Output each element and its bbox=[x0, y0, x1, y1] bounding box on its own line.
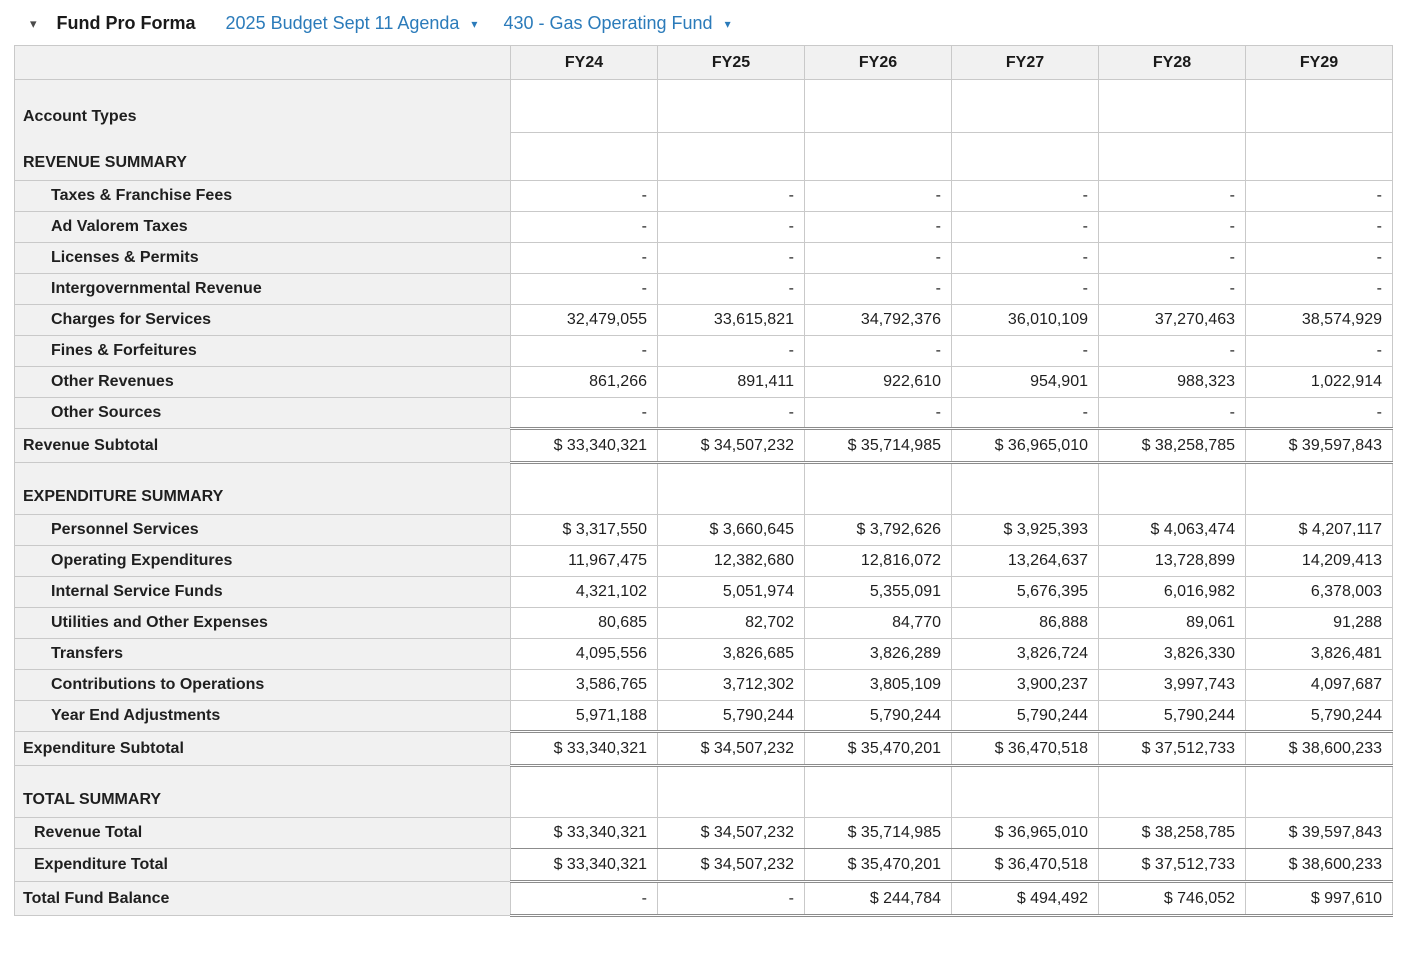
value-cell: $ 997,610 bbox=[1246, 882, 1393, 916]
value-cell bbox=[805, 80, 952, 133]
row-label: Charges for Services bbox=[15, 305, 511, 336]
value-cell: 3,805,109 bbox=[805, 670, 952, 701]
value-cell: $ 36,470,518 bbox=[952, 732, 1099, 766]
value-cell: 5,051,974 bbox=[658, 577, 805, 608]
value-cell: - bbox=[1246, 181, 1393, 212]
fund-dropdown[interactable] bbox=[503, 13, 730, 34]
column-header: FY24 bbox=[511, 46, 658, 80]
value-cell bbox=[1246, 766, 1393, 818]
table-row bbox=[15, 818, 1393, 849]
row-label: REVENUE SUMMARY bbox=[15, 133, 511, 181]
value-cell bbox=[658, 766, 805, 818]
table-row bbox=[15, 212, 1393, 243]
row-label: Expenditure Total bbox=[15, 849, 511, 882]
column-header: FY28 bbox=[1099, 46, 1246, 80]
value-cell: 89,061 bbox=[1099, 608, 1246, 639]
value-cell: - bbox=[1246, 212, 1393, 243]
value-cell: - bbox=[805, 398, 952, 429]
corner-cell bbox=[15, 46, 511, 80]
value-cell: - bbox=[511, 882, 658, 916]
value-cell: 14,209,413 bbox=[1246, 546, 1393, 577]
value-cell bbox=[952, 463, 1099, 515]
table-row bbox=[15, 336, 1393, 367]
value-cell: 6,378,003 bbox=[1246, 577, 1393, 608]
value-cell: 3,826,685 bbox=[658, 639, 805, 670]
value-cell: 922,610 bbox=[805, 367, 952, 398]
table-body bbox=[15, 80, 1393, 916]
value-cell: - bbox=[1099, 274, 1246, 305]
row-label: Transfers bbox=[15, 639, 511, 670]
chevron-down-icon: ▾ bbox=[471, 16, 478, 31]
row-label: Internal Service Funds bbox=[15, 577, 511, 608]
value-cell: 3,826,289 bbox=[805, 639, 952, 670]
value-cell: 36,010,109 bbox=[952, 305, 1099, 336]
value-cell: 13,264,637 bbox=[952, 546, 1099, 577]
table-row bbox=[15, 639, 1393, 670]
value-cell: - bbox=[1099, 336, 1246, 367]
value-cell: - bbox=[1099, 243, 1246, 274]
row-label: Revenue Total bbox=[15, 818, 511, 849]
value-cell: 13,728,899 bbox=[1099, 546, 1246, 577]
value-cell: - bbox=[1099, 398, 1246, 429]
table-row bbox=[15, 463, 1393, 515]
table-row bbox=[15, 274, 1393, 305]
value-cell: $ 34,507,232 bbox=[658, 818, 805, 849]
row-label: Fines & Forfeitures bbox=[15, 336, 511, 367]
row-label: Operating Expenditures bbox=[15, 546, 511, 577]
value-cell bbox=[511, 80, 658, 133]
value-cell: - bbox=[805, 336, 952, 367]
value-cell bbox=[805, 766, 952, 818]
value-cell: - bbox=[511, 336, 658, 367]
value-cell bbox=[1099, 133, 1246, 181]
value-cell bbox=[511, 133, 658, 181]
table-row bbox=[15, 670, 1393, 701]
value-cell bbox=[952, 766, 1099, 818]
value-cell bbox=[1246, 133, 1393, 181]
value-cell: 84,770 bbox=[805, 608, 952, 639]
value-cell: $ 4,063,474 bbox=[1099, 515, 1246, 546]
value-cell: - bbox=[511, 212, 658, 243]
page-title: Fund Pro Forma bbox=[56, 13, 196, 33]
row-label: Expenditure Subtotal bbox=[15, 732, 511, 766]
row-label: Other Revenues bbox=[15, 367, 511, 398]
value-cell: 5,790,244 bbox=[1246, 701, 1393, 732]
value-cell: $ 38,258,785 bbox=[1099, 818, 1246, 849]
table-row bbox=[15, 546, 1393, 577]
value-cell: - bbox=[952, 398, 1099, 429]
value-cell: 5,971,188 bbox=[511, 701, 658, 732]
value-cell bbox=[805, 463, 952, 515]
table-row bbox=[15, 608, 1393, 639]
table-row bbox=[15, 181, 1393, 212]
value-cell bbox=[952, 80, 1099, 133]
value-cell: 3,826,330 bbox=[1099, 639, 1246, 670]
row-label: Personnel Services bbox=[15, 515, 511, 546]
value-cell: 3,826,724 bbox=[952, 639, 1099, 670]
pro-forma-table bbox=[14, 45, 1393, 917]
table-row bbox=[15, 882, 1393, 916]
value-cell: - bbox=[511, 181, 658, 212]
value-cell: $ 33,340,321 bbox=[511, 429, 658, 463]
value-cell: - bbox=[1099, 181, 1246, 212]
value-cell: - bbox=[805, 243, 952, 274]
value-cell: 5,790,244 bbox=[1099, 701, 1246, 732]
value-cell: $ 37,512,733 bbox=[1099, 732, 1246, 766]
value-cell: - bbox=[805, 274, 952, 305]
row-label: Total Fund Balance bbox=[15, 882, 511, 916]
value-cell: - bbox=[1246, 274, 1393, 305]
value-cell bbox=[511, 463, 658, 515]
table-row bbox=[15, 398, 1393, 429]
value-cell: $ 494,492 bbox=[952, 882, 1099, 916]
value-cell: - bbox=[658, 882, 805, 916]
report-titlebar bbox=[0, 0, 1414, 45]
row-label: Other Sources bbox=[15, 398, 511, 429]
value-cell: $ 39,597,843 bbox=[1246, 818, 1393, 849]
value-cell: - bbox=[658, 212, 805, 243]
value-cell: $ 3,317,550 bbox=[511, 515, 658, 546]
value-cell: 91,288 bbox=[1246, 608, 1393, 639]
value-cell: - bbox=[511, 243, 658, 274]
value-cell: $ 3,660,645 bbox=[658, 515, 805, 546]
value-cell: $ 35,470,201 bbox=[805, 849, 952, 882]
value-cell: $ 3,792,626 bbox=[805, 515, 952, 546]
value-cell: 33,615,821 bbox=[658, 305, 805, 336]
value-cell: 5,790,244 bbox=[805, 701, 952, 732]
value-cell: 12,382,680 bbox=[658, 546, 805, 577]
value-cell: $ 38,258,785 bbox=[1099, 429, 1246, 463]
value-cell: - bbox=[1246, 243, 1393, 274]
value-cell: $ 37,512,733 bbox=[1099, 849, 1246, 882]
value-cell: 3,712,302 bbox=[658, 670, 805, 701]
value-cell: $ 34,507,232 bbox=[658, 429, 805, 463]
value-cell: 4,097,687 bbox=[1246, 670, 1393, 701]
value-cell: - bbox=[658, 274, 805, 305]
table-row bbox=[15, 367, 1393, 398]
budget-dropdown-label: 2025 Budget Sept 11 Agenda bbox=[225, 13, 460, 33]
value-cell: 82,702 bbox=[658, 608, 805, 639]
value-cell: 11,967,475 bbox=[511, 546, 658, 577]
table-row bbox=[15, 429, 1393, 463]
value-cell: - bbox=[952, 212, 1099, 243]
value-cell: 861,266 bbox=[511, 367, 658, 398]
value-cell: $ 36,470,518 bbox=[952, 849, 1099, 882]
row-label: Account Types bbox=[15, 80, 511, 133]
value-cell: - bbox=[952, 274, 1099, 305]
value-cell: 5,676,395 bbox=[952, 577, 1099, 608]
row-label: Revenue Subtotal bbox=[15, 429, 511, 463]
value-cell: $ 36,965,010 bbox=[952, 429, 1099, 463]
value-cell: $ 38,600,233 bbox=[1246, 849, 1393, 882]
row-label: EXPENDITURE SUMMARY bbox=[15, 463, 511, 515]
value-cell: $ 4,207,117 bbox=[1246, 515, 1393, 546]
value-cell bbox=[658, 80, 805, 133]
value-cell: - bbox=[805, 181, 952, 212]
value-cell: - bbox=[658, 398, 805, 429]
budget-dropdown[interactable] bbox=[226, 13, 478, 34]
value-cell: - bbox=[1246, 336, 1393, 367]
value-cell: 38,574,929 bbox=[1246, 305, 1393, 336]
table-row bbox=[15, 577, 1393, 608]
value-cell: 954,901 bbox=[952, 367, 1099, 398]
value-cell bbox=[1099, 80, 1246, 133]
value-cell: 3,826,481 bbox=[1246, 639, 1393, 670]
row-label: Intergovernmental Revenue bbox=[15, 274, 511, 305]
table-row bbox=[15, 133, 1393, 181]
value-cell: - bbox=[952, 243, 1099, 274]
value-cell bbox=[511, 766, 658, 818]
value-cell bbox=[658, 463, 805, 515]
value-cell: 4,321,102 bbox=[511, 577, 658, 608]
value-cell bbox=[1099, 463, 1246, 515]
table-row bbox=[15, 80, 1393, 133]
value-cell: 32,479,055 bbox=[511, 305, 658, 336]
row-label: Licenses & Permits bbox=[15, 243, 511, 274]
value-cell: $ 33,340,321 bbox=[511, 732, 658, 766]
value-cell: $ 36,965,010 bbox=[952, 818, 1099, 849]
fund-dropdown-label: 430 - Gas Operating Fund bbox=[503, 13, 713, 33]
value-cell: - bbox=[658, 181, 805, 212]
value-cell: 891,411 bbox=[658, 367, 805, 398]
value-cell: - bbox=[1099, 212, 1246, 243]
value-cell: 5,790,244 bbox=[658, 701, 805, 732]
table-row bbox=[15, 732, 1393, 766]
value-cell: $ 746,052 bbox=[1099, 882, 1246, 916]
table-row bbox=[15, 701, 1393, 732]
value-cell bbox=[1246, 80, 1393, 133]
value-cell: - bbox=[952, 336, 1099, 367]
value-cell bbox=[1099, 766, 1246, 818]
value-cell: - bbox=[1246, 398, 1393, 429]
value-cell: - bbox=[952, 181, 1099, 212]
value-cell: 6,016,982 bbox=[1099, 577, 1246, 608]
table-row bbox=[15, 243, 1393, 274]
row-label: Taxes & Franchise Fees bbox=[15, 181, 511, 212]
value-cell bbox=[805, 133, 952, 181]
value-cell bbox=[658, 133, 805, 181]
column-header: FY29 bbox=[1246, 46, 1393, 80]
value-cell: 1,022,914 bbox=[1246, 367, 1393, 398]
table-row bbox=[15, 766, 1393, 818]
value-cell: $ 38,600,233 bbox=[1246, 732, 1393, 766]
row-label: Utilities and Other Expenses bbox=[15, 608, 511, 639]
value-cell: - bbox=[658, 336, 805, 367]
table-row bbox=[15, 849, 1393, 882]
value-cell: $ 35,470,201 bbox=[805, 732, 952, 766]
value-cell bbox=[952, 133, 1099, 181]
pro-forma-table-wrap bbox=[0, 45, 1414, 917]
value-cell: $ 35,714,985 bbox=[805, 818, 952, 849]
value-cell: 34,792,376 bbox=[805, 305, 952, 336]
value-cell: 988,323 bbox=[1099, 367, 1246, 398]
value-cell: 3,900,237 bbox=[952, 670, 1099, 701]
value-cell: $ 34,507,232 bbox=[658, 732, 805, 766]
value-cell: $ 33,340,321 bbox=[511, 818, 658, 849]
value-cell: - bbox=[511, 274, 658, 305]
value-cell: 3,997,743 bbox=[1099, 670, 1246, 701]
value-cell: - bbox=[658, 243, 805, 274]
row-label: Year End Adjustments bbox=[15, 701, 511, 732]
value-cell: 86,888 bbox=[952, 608, 1099, 639]
value-cell: - bbox=[511, 398, 658, 429]
value-cell: 37,270,463 bbox=[1099, 305, 1246, 336]
value-cell: 80,685 bbox=[511, 608, 658, 639]
value-cell: $ 33,340,321 bbox=[511, 849, 658, 882]
value-cell: - bbox=[805, 212, 952, 243]
value-cell: $ 3,925,393 bbox=[952, 515, 1099, 546]
table-header-row bbox=[15, 46, 1393, 80]
row-label: Ad Valorem Taxes bbox=[15, 212, 511, 243]
column-header: FY26 bbox=[805, 46, 952, 80]
row-label: Contributions to Operations bbox=[15, 670, 511, 701]
value-cell: $ 244,784 bbox=[805, 882, 952, 916]
table-row bbox=[15, 515, 1393, 546]
value-cell: 5,355,091 bbox=[805, 577, 952, 608]
value-cell bbox=[1246, 463, 1393, 515]
value-cell: 12,816,072 bbox=[805, 546, 952, 577]
value-cell: 4,095,556 bbox=[511, 639, 658, 670]
value-cell: $ 39,597,843 bbox=[1246, 429, 1393, 463]
row-label: TOTAL SUMMARY bbox=[15, 766, 511, 818]
chevron-down-icon: ▾ bbox=[724, 16, 731, 31]
value-cell: $ 34,507,232 bbox=[658, 849, 805, 882]
value-cell: $ 35,714,985 bbox=[805, 429, 952, 463]
table-row bbox=[15, 305, 1393, 336]
value-cell: 3,586,765 bbox=[511, 670, 658, 701]
value-cell: 5,790,244 bbox=[952, 701, 1099, 732]
column-header: FY25 bbox=[658, 46, 805, 80]
column-header: FY27 bbox=[952, 46, 1099, 80]
collapse-caret-icon[interactable]: ▾ bbox=[30, 16, 37, 31]
